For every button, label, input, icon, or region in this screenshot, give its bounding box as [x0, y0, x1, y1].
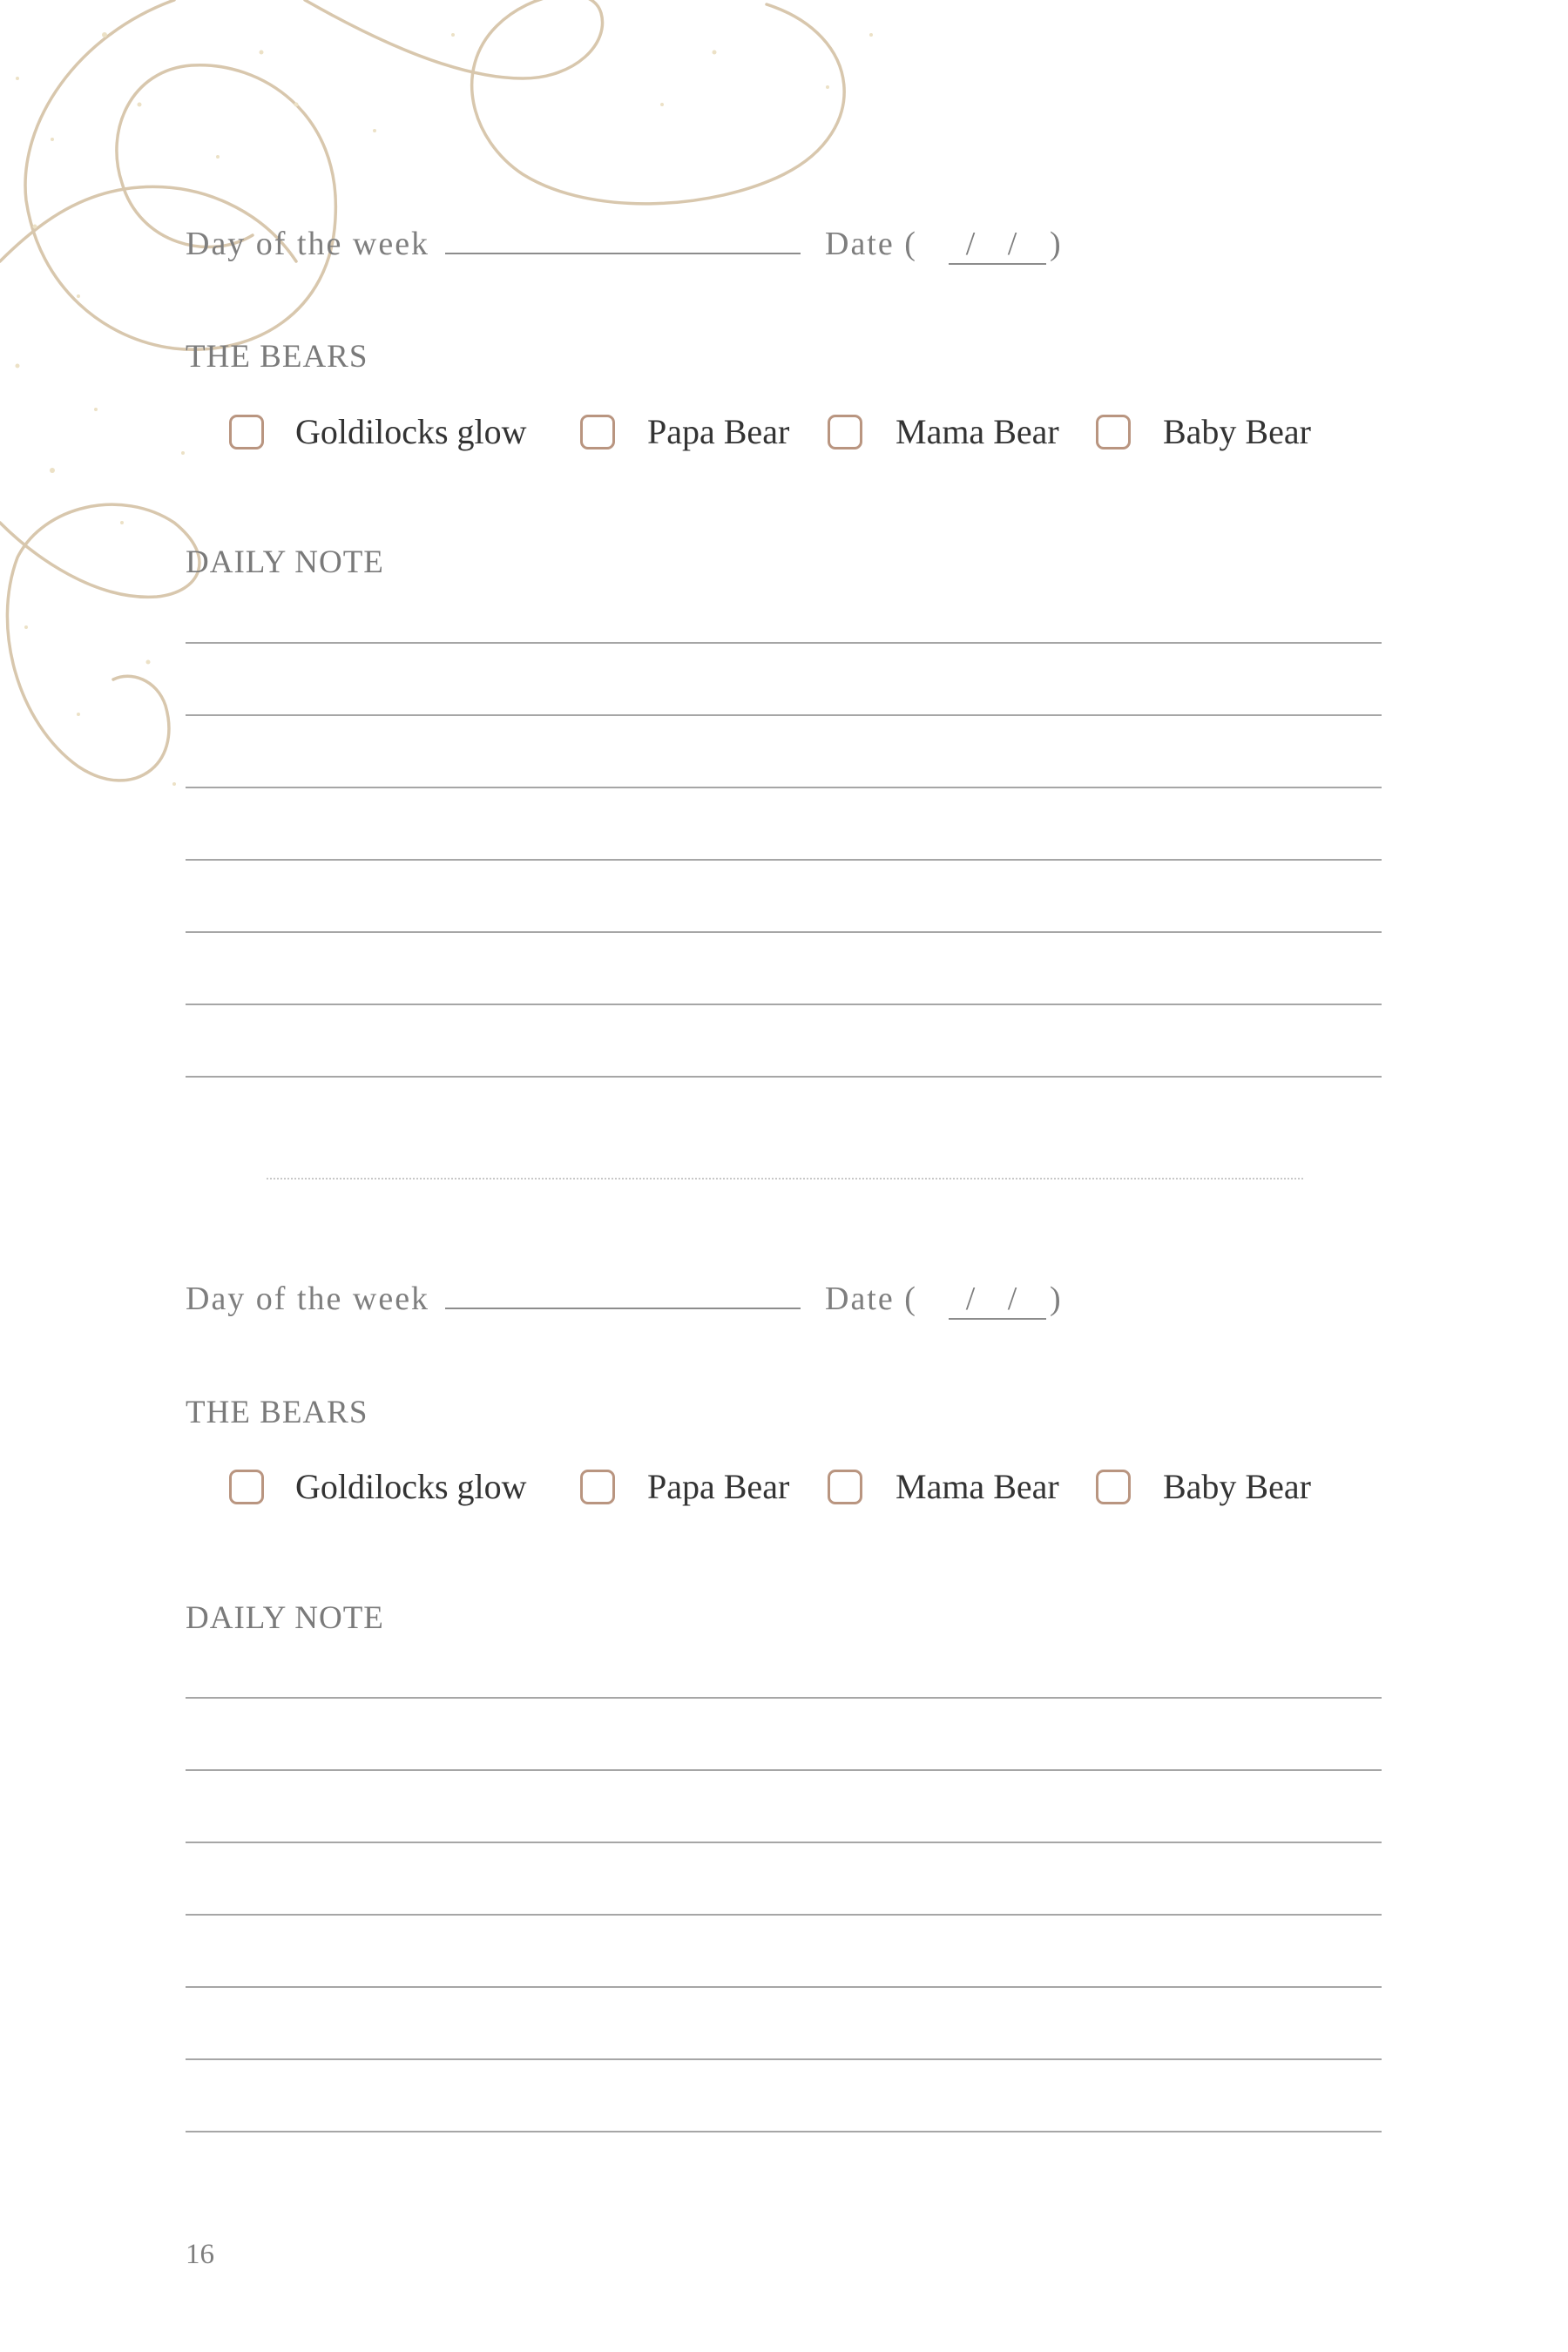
note-line[interactable]	[186, 859, 1382, 861]
note-line[interactable]	[186, 714, 1382, 716]
option-label: Goldilocks glow	[295, 1467, 527, 1506]
option-label: Mama Bear	[896, 1467, 1059, 1506]
checkbox[interactable]	[580, 415, 615, 449]
option-label: Mama Bear	[896, 412, 1059, 451]
note-line[interactable]	[186, 2058, 1382, 2060]
date-label: Date (	[825, 1281, 917, 1317]
note-line[interactable]	[186, 1697, 1382, 1699]
note-line[interactable]	[186, 787, 1382, 788]
date-close-paren: )	[1050, 1281, 1061, 1317]
date-label: Date (	[825, 226, 917, 262]
option-label: Papa Bear	[647, 1467, 790, 1506]
note-line[interactable]	[186, 1076, 1382, 1078]
day-date-row	[186, 1280, 1144, 1332]
checkbox[interactable]	[229, 1470, 264, 1504]
date-field[interactable]: / /	[949, 1280, 1046, 1320]
checkbox[interactable]	[1096, 1470, 1131, 1504]
day-of-week-label: Day of the week	[186, 1281, 430, 1317]
day-of-week-field[interactable]	[445, 1308, 801, 1309]
note-line[interactable]	[186, 642, 1382, 644]
day-date-row	[186, 225, 1144, 277]
section-divider	[267, 1178, 1303, 1179]
bears-options	[0, 411, 1568, 463]
bears-heading: THE BEARS	[186, 339, 368, 375]
checkbox[interactable]	[1096, 415, 1131, 449]
bears-options	[0, 1466, 1568, 1518]
day-of-week-field[interactable]	[445, 253, 801, 254]
option-label: Papa Bear	[647, 412, 790, 451]
note-line[interactable]	[186, 931, 1382, 933]
daily-note-heading: DAILY NOTE	[186, 1600, 384, 1636]
checkbox[interactable]	[828, 415, 862, 449]
daily-note-heading: DAILY NOTE	[186, 544, 384, 580]
note-line[interactable]	[186, 1914, 1382, 1916]
note-line[interactable]	[186, 1986, 1382, 1988]
option-label: Baby Bear	[1163, 1467, 1311, 1506]
note-line[interactable]	[186, 2131, 1382, 2132]
day-of-week-label: Day of the week	[186, 226, 430, 262]
date-close-paren: )	[1050, 226, 1061, 262]
bears-heading: THE BEARS	[186, 1395, 368, 1430]
date-field[interactable]: / /	[949, 225, 1046, 265]
checkbox[interactable]	[580, 1470, 615, 1504]
checkbox[interactable]	[229, 415, 264, 449]
page-number: 16	[186, 2239, 214, 2270]
note-line[interactable]	[186, 1004, 1382, 1005]
option-label: Goldilocks glow	[295, 412, 527, 451]
option-label: Baby Bear	[1163, 412, 1311, 451]
checkbox[interactable]	[828, 1470, 862, 1504]
note-line[interactable]	[186, 1842, 1382, 1843]
note-line[interactable]	[186, 1769, 1382, 1771]
